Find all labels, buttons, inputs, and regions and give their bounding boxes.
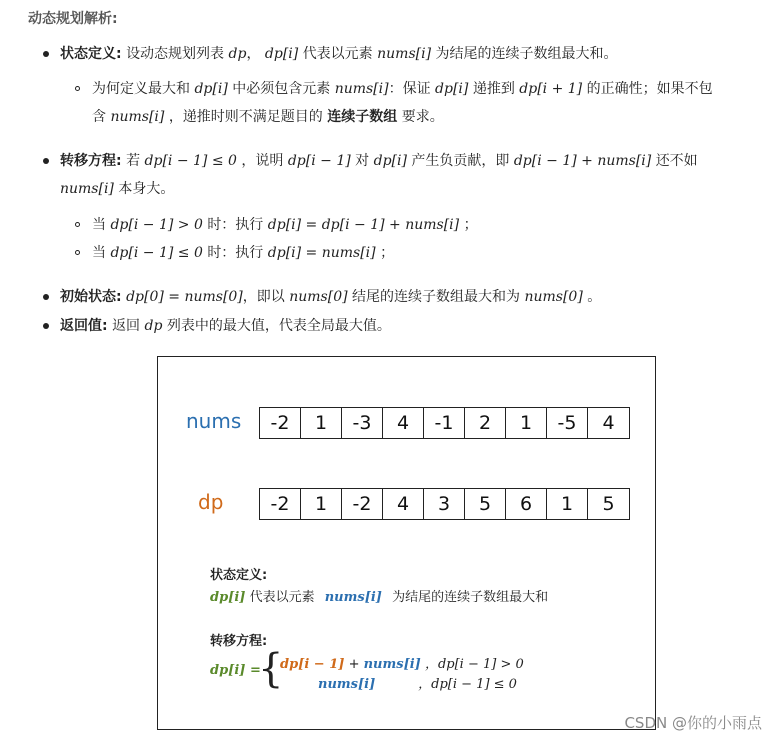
math-nums-i: nums[i] [334,81,389,97]
math-condition: ，dp[i − 1] ≤ 0 [418,677,517,692]
text: 为何定义最大和 [92,81,190,97]
dp-cell: 6 [506,489,547,519]
initial-state-line [60,287,601,307]
text: 当 [92,245,106,261]
math-condition: dp[i − 1] ≤ 0 [144,153,237,169]
math-dp: dp [144,318,163,334]
math-condition: ，dp[i − 1] > 0 [424,657,524,672]
text: 的正确性；如果不包 [586,81,713,97]
nums-label: nums [186,409,242,433]
nums-cell: -1 [424,408,465,438]
dp-cell: 5 [602,493,615,515]
math-dp-i: dp[i] [264,46,299,62]
nums-cell: -5 [547,408,588,438]
dp-cell: 4 [383,489,424,519]
return-value-label: 返回值: [60,318,108,334]
text: ； [463,217,478,233]
figure-state-text [210,586,548,605]
math-nums-i: nums[i] [110,109,165,125]
text: 结尾的连续子数组最大和为 [352,289,521,305]
math-nums-0: nums[0] [524,289,583,305]
nums-array [259,407,630,439]
math-dp-prev: dp[i − 1] [287,153,351,169]
text: ，递推时则不满足题目的 [168,109,323,125]
bullet-dot [43,51,49,57]
math-init: dp[0] = nums[0] [126,289,243,305]
math-dp-prev: dp[i − 1] [280,657,345,672]
text: 代表以元素 [302,46,373,62]
math-dp-i: dp[i] [194,81,228,97]
initial-state-label: 初始状态: [60,289,122,305]
math-dp-i-plus-1: dp[i + 1] [519,81,583,97]
state-definition-note-line1 [92,79,713,99]
dp-label: dp [198,490,224,514]
math-nums-i: nums[i] [318,677,376,692]
math-nums-i: nums[i] [324,590,382,605]
text: ， [246,46,261,62]
watermark: CSDN @你的小雨点 [624,714,762,732]
text: ，说明 [241,153,284,169]
transition-case2 [92,243,394,263]
text: 。 [587,289,602,305]
math-nums-i: nums[i] [377,46,432,62]
nums-cell: 1 [506,408,547,438]
text: ，即以 [242,289,285,305]
figure-case1 [280,653,524,672]
text: + [348,657,360,672]
text: 列表中的最大值，代表全局最大值。 [166,318,391,334]
nums-cell: -3 [342,408,383,438]
text: 中必须包含元素 [232,81,331,97]
text: 还不如 [655,153,698,169]
nums-cell: 4 [383,408,424,438]
sub-bullet-circle [75,250,80,255]
state-definition-label: 状态定义: [60,46,122,62]
math-expression: dp[i] = dp[i − 1] + nums[i] [267,217,460,233]
section-heading: 动态规划解析: [28,11,118,27]
transition-case1 [92,215,478,235]
dp-cell: -2 [342,489,383,519]
transition-label: 转移方程: [60,153,122,169]
sub-bullet-circle [75,222,80,227]
text: 递推到 [472,81,515,97]
math-condition: dp[i − 1] > 0 [110,217,203,233]
dp-cell: 1 [547,489,588,519]
text: ：保证 [388,81,431,97]
math-nums-i: nums[i] [60,181,114,197]
transition-line2 [60,179,174,199]
text: 含 [92,109,106,125]
math-dp: dp [228,46,247,62]
math-condition: dp[i − 1] ≤ 0 [110,245,203,261]
math-sum: dp[i − 1] + nums[i] [513,153,652,169]
transition-line1 [60,151,698,171]
dp-cell: 5 [465,489,506,519]
figure-state-heading: 状态定义: [210,568,268,583]
math-dp-i: dp[i] [435,81,469,97]
dp-cell: 3 [424,489,465,519]
math-nums-0: nums[0] [289,289,348,305]
text: 时：执行 [207,217,264,233]
text: 本身大。 [118,181,175,197]
return-value-line [60,316,391,336]
nums-cell: -2 [260,408,301,438]
text: 对 [355,153,370,169]
state-definition-line [60,44,618,64]
math-expression: dp[i] = nums[i] [267,245,376,261]
text: 产生负贡献，即 [411,153,510,169]
bullet-dot [43,323,49,329]
math-nums-i: nums[i] [363,657,421,672]
dp-cell: -2 [260,489,301,519]
math-dp-i: dp[i] [373,153,407,169]
bold-term: 连续子数组 [327,109,398,125]
text: 为结尾的连续子数组最大和。 [435,46,618,62]
figure-transition-heading: 转移方程: [210,634,268,649]
text: 要求。 [401,109,444,125]
nums-cell: 1 [301,408,342,438]
dp-array [259,488,630,520]
text: 时：执行 [207,245,264,261]
text: 当 [92,217,106,233]
dp-figure [157,356,656,730]
figure-lhs: dp[i] = [210,663,261,678]
sub-bullet-circle [75,86,80,91]
text: 设动态规划列表 [126,46,225,62]
math-dp-i: dp[i] [210,590,246,605]
dp-cell: 1 [301,489,342,519]
bullet-dot [43,294,49,300]
figure-case2 [280,673,517,692]
state-definition-note-line2 [92,107,444,127]
nums-cell: 4 [602,412,615,434]
text: ； [380,245,395,261]
text: 若 [126,153,141,169]
nums-cell: 2 [465,408,506,438]
text: 代表以元素 [249,590,315,605]
text: 为结尾的连续子数组最大和 [392,590,549,605]
text: 返回 [112,318,141,334]
bullet-dot [43,158,49,164]
brace-icon: { [258,646,284,692]
